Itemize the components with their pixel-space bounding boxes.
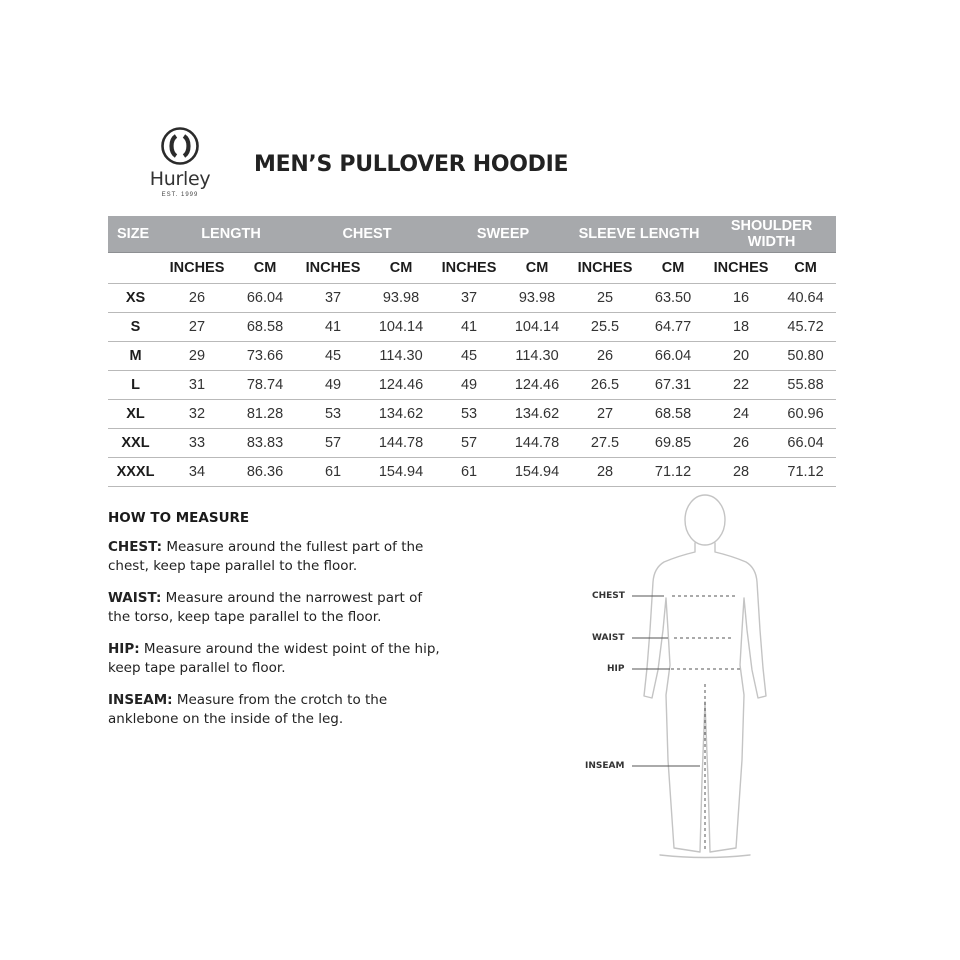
waist-term: WAIST: <box>108 590 162 606</box>
unit-label: INCHES <box>163 253 231 284</box>
value-cell: 26 <box>571 342 639 371</box>
how-to-measure-heading: HOW TO MEASURE <box>108 510 250 526</box>
value-cell: 66.04 <box>231 284 299 313</box>
table-row <box>108 342 836 371</box>
value-cell: 55.88 <box>775 371 836 400</box>
chest-text: Measure around the fullest part of the chest, keep tape parallel to the floor. <box>108 539 424 574</box>
value-cell: 34 <box>163 458 231 487</box>
unit-row <box>108 253 836 284</box>
unit-label: CM <box>503 253 571 284</box>
value-cell: 93.98 <box>503 284 571 313</box>
value-cell: 71.12 <box>775 458 836 487</box>
value-cell: 45 <box>435 342 503 371</box>
size-cell: M <box>108 342 163 371</box>
value-cell: 63.50 <box>639 284 707 313</box>
size-cell: XL <box>108 400 163 429</box>
value-cell: 18 <box>707 313 775 342</box>
size-chart-table <box>108 216 836 487</box>
size-cell: XXXL <box>108 458 163 487</box>
chest-column-header: CHEST <box>299 216 435 253</box>
table-row <box>108 371 836 400</box>
table-header-row <box>108 216 836 253</box>
value-cell: 68.58 <box>639 400 707 429</box>
value-cell: 33 <box>163 429 231 458</box>
table-row <box>108 429 836 458</box>
value-cell: 37 <box>299 284 367 313</box>
brand-logo-block <box>140 126 220 198</box>
unit-label: INCHES <box>435 253 503 284</box>
value-cell: 124.46 <box>367 371 435 400</box>
value-cell: 57 <box>435 429 503 458</box>
inseam-term: INSEAM: <box>108 692 173 708</box>
inseam-instruction <box>108 691 448 729</box>
value-cell: 61 <box>299 458 367 487</box>
value-cell: 20 <box>707 342 775 371</box>
unit-label: INCHES <box>707 253 775 284</box>
value-cell: 66.04 <box>775 429 836 458</box>
inseam-figure-label: INSEAM <box>585 761 625 771</box>
waist-instruction <box>108 589 448 627</box>
value-cell: 16 <box>707 284 775 313</box>
value-cell: 26.5 <box>571 371 639 400</box>
value-cell: 28 <box>707 458 775 487</box>
how-to-measure-section <box>108 510 448 742</box>
size-cell: S <box>108 313 163 342</box>
hip-figure-label: HIP <box>607 664 625 674</box>
value-cell: 26 <box>163 284 231 313</box>
value-cell: 50.80 <box>775 342 836 371</box>
value-cell: 31 <box>163 371 231 400</box>
value-cell: 114.30 <box>367 342 435 371</box>
value-cell: 45.72 <box>775 313 836 342</box>
value-cell: 57 <box>299 429 367 458</box>
size-cell: XXL <box>108 429 163 458</box>
unit-label: CM <box>231 253 299 284</box>
value-cell: 27.5 <box>571 429 639 458</box>
value-cell: 41 <box>299 313 367 342</box>
table-row <box>108 284 836 313</box>
size-cell: L <box>108 371 163 400</box>
value-cell: 60.96 <box>775 400 836 429</box>
value-cell: 41 <box>435 313 503 342</box>
hip-instruction <box>108 640 448 678</box>
value-cell: 81.28 <box>231 400 299 429</box>
value-cell: 83.83 <box>231 429 299 458</box>
value-cell: 28 <box>571 458 639 487</box>
waist-figure-label: WAIST <box>592 633 625 643</box>
size-column-header: SIZE <box>108 216 163 253</box>
page-title: MEN’S PULLOVER HOODIE <box>254 152 569 177</box>
value-cell: 29 <box>163 342 231 371</box>
waist-text: Measure around the narrowest part of the torso, keep tape parallel to the floor. <box>108 590 423 625</box>
value-cell: 24 <box>707 400 775 429</box>
value-cell: 144.78 <box>503 429 571 458</box>
value-cell: 134.62 <box>367 400 435 429</box>
hip-term: HIP: <box>108 641 140 657</box>
value-cell: 73.66 <box>231 342 299 371</box>
size-cell: XS <box>108 284 163 313</box>
inseam-text: Measure from the crotch to the anklebone on the inside of the leg. <box>108 692 388 727</box>
value-cell: 53 <box>435 400 503 429</box>
value-cell: 27 <box>571 400 639 429</box>
shoulder-width-column-header: SHOULDER WIDTH <box>707 216 836 253</box>
hurley-logo-icon <box>160 126 200 166</box>
value-cell: 25 <box>571 284 639 313</box>
value-cell: 67.31 <box>639 371 707 400</box>
sweep-column-header: SWEEP <box>435 216 571 253</box>
chest-instruction <box>108 538 448 576</box>
length-column-header: LENGTH <box>163 216 299 253</box>
body-outline <box>644 495 766 858</box>
value-cell: 40.64 <box>775 284 836 313</box>
unit-label: CM <box>639 253 707 284</box>
value-cell: 32 <box>163 400 231 429</box>
brand-name: Hurley <box>149 168 211 190</box>
unit-label: INCHES <box>571 253 639 284</box>
value-cell: 45 <box>299 342 367 371</box>
value-cell: 61 <box>435 458 503 487</box>
value-cell: 93.98 <box>367 284 435 313</box>
table-row <box>108 400 836 429</box>
value-cell: 69.85 <box>639 429 707 458</box>
body-measurement-figure <box>560 480 780 870</box>
value-cell: 64.77 <box>639 313 707 342</box>
value-cell: 114.30 <box>503 342 571 371</box>
value-cell: 78.74 <box>231 371 299 400</box>
value-cell: 25.5 <box>571 313 639 342</box>
value-cell: 154.94 <box>503 458 571 487</box>
value-cell: 49 <box>435 371 503 400</box>
value-cell: 86.36 <box>231 458 299 487</box>
value-cell: 134.62 <box>503 400 571 429</box>
value-cell: 66.04 <box>639 342 707 371</box>
value-cell: 26 <box>707 429 775 458</box>
value-cell: 154.94 <box>367 458 435 487</box>
value-cell: 71.12 <box>639 458 707 487</box>
value-cell: 49 <box>299 371 367 400</box>
value-cell: 27 <box>163 313 231 342</box>
unit-label: CM <box>775 253 836 284</box>
hip-text: Measure around the widest point of the hip, keep tape parallel to floor. <box>108 641 440 676</box>
value-cell: 22 <box>707 371 775 400</box>
unit-label: INCHES <box>299 253 367 284</box>
brand-est: EST. 1999 <box>161 192 199 198</box>
unit-label: CM <box>367 253 435 284</box>
chest-term: CHEST: <box>108 539 163 555</box>
measurement-lines <box>632 596 740 852</box>
value-cell: 124.46 <box>503 371 571 400</box>
value-cell: 68.58 <box>231 313 299 342</box>
chest-figure-label: CHEST <box>592 591 625 601</box>
table-row <box>108 313 836 342</box>
value-cell: 37 <box>435 284 503 313</box>
value-cell: 144.78 <box>367 429 435 458</box>
sleeve-length-column-header: SLEEVE LENGTH <box>571 216 707 253</box>
value-cell: 53 <box>299 400 367 429</box>
value-cell: 104.14 <box>367 313 435 342</box>
value-cell: 104.14 <box>503 313 571 342</box>
unit-spacer <box>108 253 163 284</box>
